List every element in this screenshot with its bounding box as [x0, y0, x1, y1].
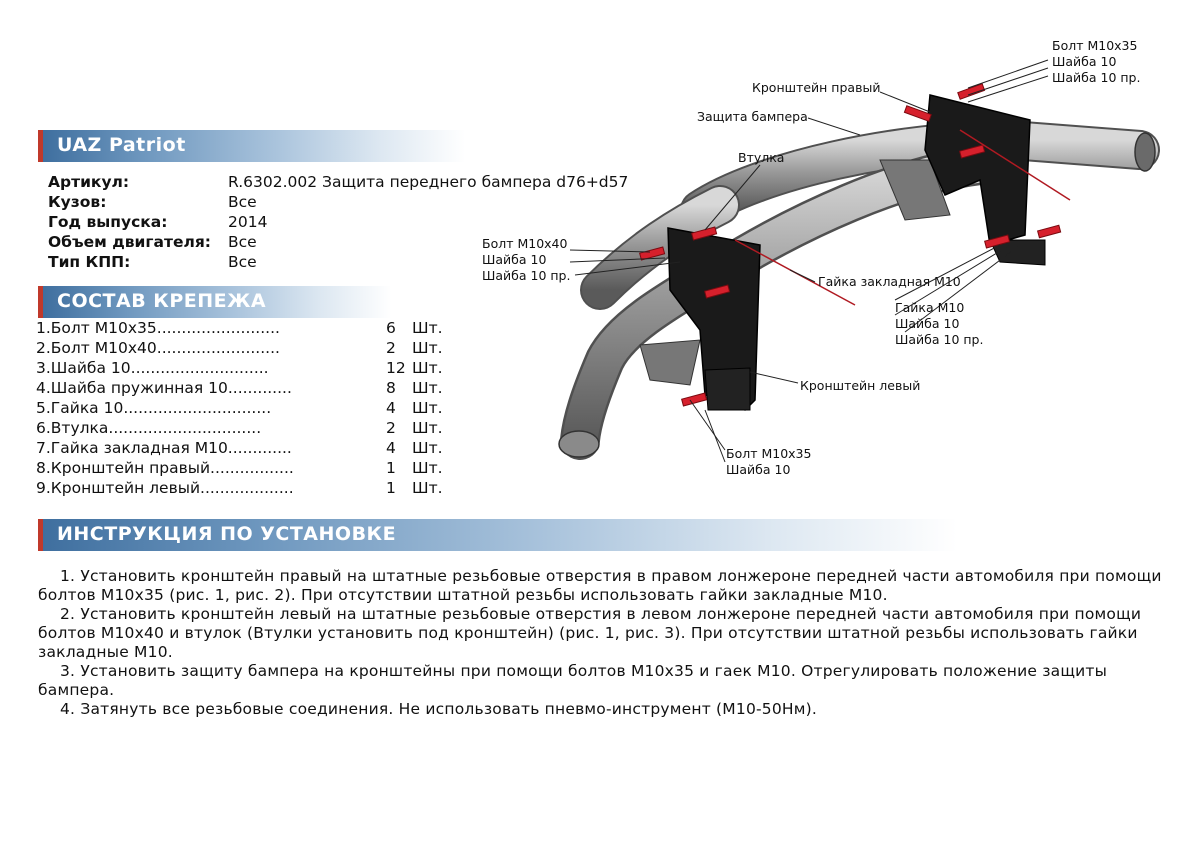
fastener-unit: Шт. [412, 319, 443, 337]
instruction-step: 4. Затянуть все резьбовые соединения. Не использовать пневмо-инструмент (М10-50Нм). [60, 700, 818, 718]
fastener-unit: Шт. [412, 359, 443, 377]
fastener-unit: Шт. [412, 339, 443, 357]
spec-key: Год выпуска: [48, 213, 168, 231]
model-title: UAZ Patriot [57, 134, 186, 156]
fastener-qty: 6 [386, 319, 396, 337]
label-line: Шайба 10 [482, 252, 547, 267]
label-bracket-left: Кронштейн левый [800, 378, 921, 393]
fastener-name: 8.Кронштейн правый................. [36, 459, 294, 477]
fastener-qty: 2 [386, 339, 396, 357]
label-top-right [1052, 38, 1140, 86]
fastener-name: 4.Шайба пружинная 10............. [36, 379, 292, 397]
fastener-name: 3.Шайба 10............................ [36, 359, 269, 377]
fastener-unit: Шт. [412, 439, 443, 457]
fastener-name: 9.Кронштейн левый................... [36, 479, 294, 497]
fastener-name: 2.Болт М10х40......................... [36, 339, 280, 357]
instruction-step: 2. Установить кронштейн левый на штатные резьбовые отверстия в левом лонжероне передней части автомобиля при помощи болтов М10х40 и втулок (Втулки установить под кронштейн) (рис. 1, рис. 3). При отсутствии штатной резьбы использовать гайки закладные М10. [38, 605, 1142, 661]
label-line: Болт М10х35 [1052, 38, 1138, 53]
instructions-title: ИНСТРУКЦИЯ ПО УСТАНОВКЕ [57, 523, 397, 545]
spec-key: Артикул: [48, 173, 130, 191]
fastener-qty: 4 [386, 399, 396, 417]
label-line: Шайба 10 [726, 462, 791, 477]
label-line: Шайба 10 пр. [482, 268, 571, 283]
label-left-group [482, 236, 570, 284]
fastener-qty: 1 [386, 459, 396, 477]
fastener-name: 7.Гайка закладная М10............. [36, 439, 292, 457]
label-line: Болт М10х40 [482, 236, 568, 251]
fastener-name: 6.Втулка............................... [36, 419, 262, 437]
label-line: Шайба 10 [1052, 54, 1117, 69]
spec-key: Кузов: [48, 193, 107, 211]
fastener-qty: 12 [386, 359, 406, 377]
label-bumper-guard: Защита бампера [697, 109, 808, 124]
fastener-qty: 8 [386, 379, 396, 397]
label-line: Болт М10х35 [726, 446, 812, 461]
fastener-unit: Шт. [412, 459, 443, 477]
label-embedded-nut: Гайка закладная М10 [818, 274, 961, 289]
spec-value: Все [228, 253, 257, 271]
spec-value: Все [228, 193, 257, 211]
fastener-qty: 1 [386, 479, 396, 497]
label-sleeve: Втулка [738, 150, 785, 165]
spec-value: 2014 [228, 213, 268, 231]
spec-key: Объем двигателя: [48, 233, 211, 251]
label-line: Шайба 10 [895, 316, 960, 331]
label-bottom-group [726, 446, 811, 478]
label-right-group [895, 300, 983, 348]
spec-key: Тип КПП: [48, 253, 131, 271]
label-line: Гайка М10 [895, 300, 965, 315]
label-bracket-right: Кронштейн правый [752, 80, 881, 95]
fastener-qty: 4 [386, 439, 396, 457]
spec-value: R.6302.002 Защита переднего бампера d76+d57 [228, 173, 629, 191]
spec-value: Все [228, 233, 257, 251]
fastener-name: 5.Гайка 10.............................. [36, 399, 272, 417]
fastener-unit: Шт. [412, 399, 443, 417]
label-line: Шайба 10 пр. [1052, 70, 1141, 85]
instruction-step: 1. Установить кронштейн правый на штатные резьбовые отверстия в правом лонжероне передней части автомобиля при помощи болтов М10х35 (рис. 1, рис. 2). При отсутствии штатной резьбы использовать гайки закладные М10. [38, 567, 1162, 604]
fastener-unit: Шт. [412, 419, 443, 437]
fastener-unit: Шт. [412, 479, 443, 497]
fastener-unit: Шт. [412, 379, 443, 397]
fastener-name: 1.Болт М10х35......................... [36, 319, 280, 337]
fasteners-title: СОСТАВ КРЕПЕЖА [57, 290, 267, 312]
fastener-qty: 2 [386, 419, 396, 437]
label-line: Шайба 10 пр. [895, 332, 984, 347]
instruction-step: 3. Установить защиту бампера на кронштейны при помощи болтов М10х35 и гаек М10. Отрегулировать положение защиты бампера. [38, 662, 1108, 699]
right-bracket [925, 95, 1045, 265]
